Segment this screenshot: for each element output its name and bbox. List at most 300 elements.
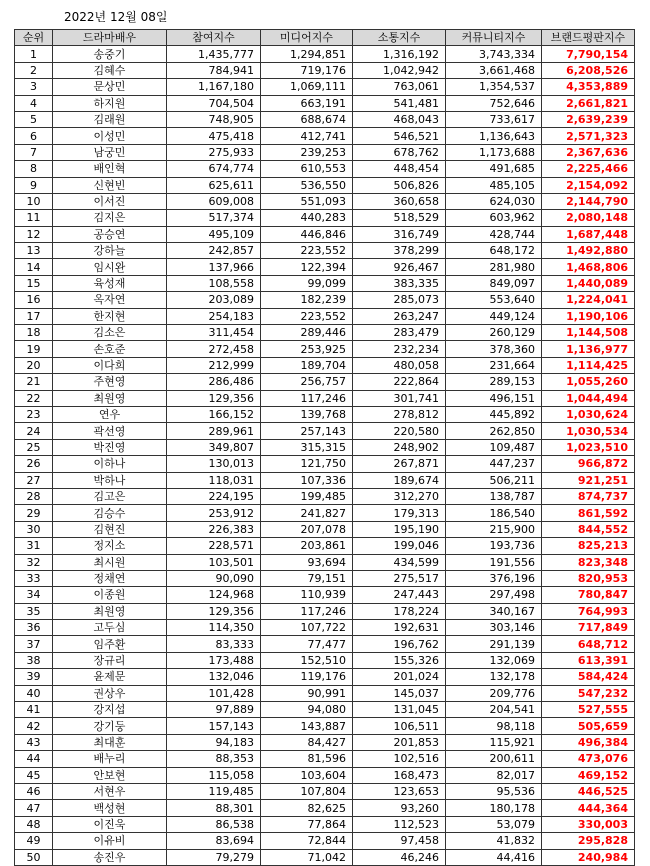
table-row [15, 325, 635, 341]
table-header-row [15, 30, 635, 46]
media-index-cell: 77,477 [261, 636, 353, 652]
participation-index-cell: 275,933 [167, 144, 261, 160]
brand-reputation-index-cell: 527,555 [542, 702, 635, 718]
media-index-cell: 719,176 [261, 62, 353, 78]
actor-name-cell: 김지은 [53, 210, 167, 226]
participation-index-cell: 94,183 [167, 734, 261, 750]
participation-index-cell: 83,694 [167, 833, 261, 849]
rank-cell: 50 [15, 849, 53, 865]
actor-name-cell: 윤제문 [53, 669, 167, 685]
table-row [15, 292, 635, 308]
communication-index-cell: 763,061 [353, 79, 446, 95]
community-index-cell: 180,178 [446, 800, 542, 816]
communication-index-cell: 275,517 [353, 570, 446, 586]
participation-index-cell: 130,013 [167, 456, 261, 472]
media-index-cell: 241,827 [261, 505, 353, 521]
communication-index-cell: 93,260 [353, 800, 446, 816]
table-row [15, 423, 635, 439]
community-index-cell: 132,178 [446, 669, 542, 685]
media-index-cell: 94,080 [261, 702, 353, 718]
participation-index-cell: 1,167,180 [167, 79, 261, 95]
community-index-cell: 752,646 [446, 95, 542, 111]
community-index-cell: 449,124 [446, 308, 542, 324]
brand-reputation-index-cell: 547,232 [542, 685, 635, 701]
community-index-cell: 200,611 [446, 751, 542, 767]
brand-reputation-index-cell: 2,225,466 [542, 161, 635, 177]
rank-cell: 7 [15, 144, 53, 160]
brand-reputation-index-cell: 2,080,148 [542, 210, 635, 226]
community-index-cell: 193,736 [446, 538, 542, 554]
brand-reputation-index-cell: 7,790,154 [542, 46, 635, 62]
actor-name-cell: 신현빈 [53, 177, 167, 193]
rank-cell: 37 [15, 636, 53, 652]
table-row [15, 406, 635, 422]
participation-index-cell: 88,353 [167, 751, 261, 767]
rank-cell: 47 [15, 800, 53, 816]
brand-reputation-index-cell: 966,872 [542, 456, 635, 472]
community-index-cell: 340,167 [446, 603, 542, 619]
table-row [15, 505, 635, 521]
participation-index-cell: 748,905 [167, 111, 261, 127]
brand-reputation-table [14, 29, 635, 866]
community-index-cell: 303,146 [446, 620, 542, 636]
media-index-cell: 257,143 [261, 423, 353, 439]
participation-index-cell: 103,501 [167, 554, 261, 570]
actor-name-cell: 이진욱 [53, 816, 167, 832]
participation-index-cell: 157,143 [167, 718, 261, 734]
rank-cell: 48 [15, 816, 53, 832]
table-row [15, 636, 635, 652]
actor-name-cell: 이유비 [53, 833, 167, 849]
media-index-cell: 610,553 [261, 161, 353, 177]
communication-index-cell: 102,516 [353, 751, 446, 767]
brand-reputation-index-cell: 330,003 [542, 816, 635, 832]
community-index-cell: 624,030 [446, 193, 542, 209]
table-row [15, 652, 635, 668]
communication-index-cell: 506,826 [353, 177, 446, 193]
media-index-cell: 139,768 [261, 406, 353, 422]
rank-cell: 29 [15, 505, 53, 521]
communication-index-cell: 278,812 [353, 406, 446, 422]
community-index-cell: 82,017 [446, 767, 542, 783]
community-index-cell: 447,237 [446, 456, 542, 472]
actor-name-cell: 서현우 [53, 783, 167, 799]
media-index-cell: 446,846 [261, 226, 353, 242]
communication-index-cell: 131,045 [353, 702, 446, 718]
media-index-cell: 223,552 [261, 308, 353, 324]
table-row [15, 751, 635, 767]
actor-name-cell: 최시원 [53, 554, 167, 570]
actor-name-cell: 송중기 [53, 46, 167, 62]
rank-cell: 41 [15, 702, 53, 718]
actor-name-cell: 하지원 [53, 95, 167, 111]
participation-index-cell: 609,008 [167, 193, 261, 209]
participation-index-cell: 704,504 [167, 95, 261, 111]
participation-index-cell: 129,356 [167, 603, 261, 619]
participation-index-cell: 203,089 [167, 292, 261, 308]
community-index-cell: 138,787 [446, 488, 542, 504]
table-row [15, 275, 635, 291]
actor-name-cell: 강지섭 [53, 702, 167, 718]
participation-index-cell: 86,538 [167, 816, 261, 832]
table-row [15, 210, 635, 226]
community-index-cell: 428,744 [446, 226, 542, 242]
communication-index-cell: 189,674 [353, 472, 446, 488]
community-index-cell: 1,173,688 [446, 144, 542, 160]
participation-index-cell: 272,458 [167, 341, 261, 357]
brand-reputation-index-cell: 1,136,977 [542, 341, 635, 357]
community-index-cell: 1,354,537 [446, 79, 542, 95]
communication-index-cell: 301,741 [353, 390, 446, 406]
rank-cell: 39 [15, 669, 53, 685]
participation-index-cell: 132,046 [167, 669, 261, 685]
brand-reputation-index-cell: 1,687,448 [542, 226, 635, 242]
brand-reputation-index-cell: 648,712 [542, 636, 635, 652]
community-index-cell: 53,079 [446, 816, 542, 832]
communication-index-cell: 195,190 [353, 521, 446, 537]
actor-name-cell: 장규리 [53, 652, 167, 668]
table-row [15, 46, 635, 62]
media-index-cell: 117,246 [261, 603, 353, 619]
header-brand-reputation-index: 브랜드평판지수 [542, 30, 635, 46]
media-index-cell: 199,485 [261, 488, 353, 504]
participation-index-cell: 349,807 [167, 439, 261, 455]
rank-cell: 17 [15, 308, 53, 324]
brand-reputation-index-cell: 1,055,260 [542, 374, 635, 390]
community-index-cell: 44,416 [446, 849, 542, 865]
media-index-cell: 81,596 [261, 751, 353, 767]
participation-index-cell: 115,058 [167, 767, 261, 783]
rank-cell: 49 [15, 833, 53, 849]
participation-index-cell: 224,195 [167, 488, 261, 504]
header-rank: 순위 [15, 30, 53, 46]
participation-index-cell: 101,428 [167, 685, 261, 701]
communication-index-cell: 247,443 [353, 587, 446, 603]
brand-reputation-index-cell: 764,993 [542, 603, 635, 619]
brand-reputation-index-cell: 1,144,508 [542, 325, 635, 341]
table-row [15, 554, 635, 570]
brand-reputation-index-cell: 584,424 [542, 669, 635, 685]
table-body [15, 46, 635, 866]
rank-cell: 11 [15, 210, 53, 226]
media-index-cell: 79,151 [261, 570, 353, 586]
community-index-cell: 297,498 [446, 587, 542, 603]
community-index-cell: 603,962 [446, 210, 542, 226]
media-index-cell: 182,239 [261, 292, 353, 308]
actor-name-cell: 백성현 [53, 800, 167, 816]
actor-name-cell: 고두심 [53, 620, 167, 636]
participation-index-cell: 242,857 [167, 243, 261, 259]
rank-cell: 15 [15, 275, 53, 291]
communication-index-cell: 168,473 [353, 767, 446, 783]
community-index-cell: 506,211 [446, 472, 542, 488]
table-row [15, 456, 635, 472]
actor-name-cell: 배누리 [53, 751, 167, 767]
rank-cell: 27 [15, 472, 53, 488]
rank-cell: 5 [15, 111, 53, 127]
actor-name-cell: 손호준 [53, 341, 167, 357]
header-community-index: 커뮤니티지수 [446, 30, 542, 46]
rank-cell: 33 [15, 570, 53, 586]
media-index-cell: 103,604 [261, 767, 353, 783]
brand-reputation-index-cell: 2,661,821 [542, 95, 635, 111]
rank-cell: 45 [15, 767, 53, 783]
table-row [15, 620, 635, 636]
actor-name-cell: 김현진 [53, 521, 167, 537]
actor-name-cell: 이서진 [53, 193, 167, 209]
communication-index-cell: 97,458 [353, 833, 446, 849]
media-index-cell: 82,625 [261, 800, 353, 816]
brand-reputation-index-cell: 874,737 [542, 488, 635, 504]
communication-index-cell: 312,270 [353, 488, 446, 504]
participation-index-cell: 226,383 [167, 521, 261, 537]
table-row [15, 128, 635, 144]
brand-reputation-index-cell: 2,154,092 [542, 177, 635, 193]
community-index-cell: 191,556 [446, 554, 542, 570]
community-index-cell: 41,832 [446, 833, 542, 849]
community-index-cell: 378,360 [446, 341, 542, 357]
participation-index-cell: 784,941 [167, 62, 261, 78]
header-media-index: 미디어지수 [261, 30, 353, 46]
media-index-cell: 143,887 [261, 718, 353, 734]
table-row [15, 521, 635, 537]
community-index-cell: 3,661,468 [446, 62, 542, 78]
community-index-cell: 648,172 [446, 243, 542, 259]
rank-cell: 31 [15, 538, 53, 554]
communication-index-cell: 1,316,192 [353, 46, 446, 62]
community-index-cell: 289,153 [446, 374, 542, 390]
table-row [15, 669, 635, 685]
table-row [15, 144, 635, 160]
community-index-cell: 445,892 [446, 406, 542, 422]
community-index-cell: 376,196 [446, 570, 542, 586]
actor-name-cell: 강기둥 [53, 718, 167, 734]
media-index-cell: 688,674 [261, 111, 353, 127]
participation-index-cell: 88,301 [167, 800, 261, 816]
rank-cell: 34 [15, 587, 53, 603]
brand-reputation-index-cell: 861,592 [542, 505, 635, 521]
communication-index-cell: 926,467 [353, 259, 446, 275]
actor-name-cell: 박하나 [53, 472, 167, 488]
actor-name-cell: 육성재 [53, 275, 167, 291]
table-row [15, 783, 635, 799]
community-index-cell: 496,151 [446, 390, 542, 406]
actor-name-cell: 김래원 [53, 111, 167, 127]
media-index-cell: 90,991 [261, 685, 353, 701]
communication-index-cell: 106,511 [353, 718, 446, 734]
rank-cell: 3 [15, 79, 53, 95]
rank-cell: 23 [15, 406, 53, 422]
participation-index-cell: 475,418 [167, 128, 261, 144]
actor-name-cell: 연우 [53, 406, 167, 422]
table-row [15, 538, 635, 554]
participation-index-cell: 129,356 [167, 390, 261, 406]
community-index-cell: 209,776 [446, 685, 542, 701]
media-index-cell: 71,042 [261, 849, 353, 865]
participation-index-cell: 1,435,777 [167, 46, 261, 62]
media-index-cell: 1,069,111 [261, 79, 353, 95]
report-date: 2022년 12월 08일 [64, 10, 168, 24]
actor-name-cell: 안보현 [53, 767, 167, 783]
rank-cell: 18 [15, 325, 53, 341]
community-index-cell: 109,487 [446, 439, 542, 455]
communication-index-cell: 541,481 [353, 95, 446, 111]
actor-name-cell: 최대훈 [53, 734, 167, 750]
brand-reputation-index-cell: 6,208,526 [542, 62, 635, 78]
community-index-cell: 1,136,643 [446, 128, 542, 144]
media-index-cell: 1,294,851 [261, 46, 353, 62]
rank-cell: 19 [15, 341, 53, 357]
brand-reputation-index-cell: 496,384 [542, 734, 635, 750]
communication-index-cell: 360,658 [353, 193, 446, 209]
brand-reputation-index-cell: 1,440,089 [542, 275, 635, 291]
rank-cell: 10 [15, 193, 53, 209]
actor-name-cell: 공승연 [53, 226, 167, 242]
actor-name-cell: 한지현 [53, 308, 167, 324]
community-index-cell: 485,105 [446, 177, 542, 193]
communication-index-cell: 196,762 [353, 636, 446, 652]
communication-index-cell: 112,523 [353, 816, 446, 832]
communication-index-cell: 546,521 [353, 128, 446, 144]
table-row [15, 800, 635, 816]
communication-index-cell: 145,037 [353, 685, 446, 701]
table-row [15, 341, 635, 357]
table-row [15, 243, 635, 259]
brand-reputation-index-cell: 295,828 [542, 833, 635, 849]
participation-index-cell: 173,488 [167, 652, 261, 668]
brand-reputation-index-cell: 469,152 [542, 767, 635, 783]
communication-index-cell: 267,871 [353, 456, 446, 472]
actor-name-cell: 임시완 [53, 259, 167, 275]
participation-index-cell: 289,961 [167, 423, 261, 439]
brand-reputation-index-cell: 780,847 [542, 587, 635, 603]
media-index-cell: 107,722 [261, 620, 353, 636]
media-index-cell: 440,283 [261, 210, 353, 226]
rank-cell: 24 [15, 423, 53, 439]
table-row [15, 259, 635, 275]
table-row [15, 816, 635, 832]
actor-name-cell: 주현영 [53, 374, 167, 390]
community-index-cell: 95,536 [446, 783, 542, 799]
rank-cell: 43 [15, 734, 53, 750]
communication-index-cell: 201,024 [353, 669, 446, 685]
brand-reputation-index-cell: 2,144,790 [542, 193, 635, 209]
table-row [15, 587, 635, 603]
communication-index-cell: 123,653 [353, 783, 446, 799]
communication-index-cell: 383,335 [353, 275, 446, 291]
table-row [15, 685, 635, 701]
participation-index-cell: 517,374 [167, 210, 261, 226]
brand-reputation-index-cell: 1,468,806 [542, 259, 635, 275]
rank-cell: 42 [15, 718, 53, 734]
actor-name-cell: 정지소 [53, 538, 167, 554]
media-index-cell: 122,394 [261, 259, 353, 275]
media-index-cell: 117,246 [261, 390, 353, 406]
table-row [15, 95, 635, 111]
brand-reputation-index-cell: 820,953 [542, 570, 635, 586]
media-index-cell: 412,741 [261, 128, 353, 144]
rank-cell: 26 [15, 456, 53, 472]
actor-name-cell: 옥자연 [53, 292, 167, 308]
brand-reputation-index-cell: 1,044,494 [542, 390, 635, 406]
communication-index-cell: 46,246 [353, 849, 446, 865]
media-index-cell: 203,861 [261, 538, 353, 554]
media-index-cell: 110,939 [261, 587, 353, 603]
media-index-cell: 152,510 [261, 652, 353, 668]
rank-cell: 2 [15, 62, 53, 78]
brand-reputation-index-cell: 921,251 [542, 472, 635, 488]
community-index-cell: 553,640 [446, 292, 542, 308]
communication-index-cell: 263,247 [353, 308, 446, 324]
media-index-cell: 239,253 [261, 144, 353, 160]
brand-reputation-index-cell: 1,190,106 [542, 308, 635, 324]
table-row [15, 603, 635, 619]
brand-reputation-index-cell: 2,367,636 [542, 144, 635, 160]
actor-name-cell: 박진영 [53, 439, 167, 455]
actor-name-cell: 김승수 [53, 505, 167, 521]
rank-cell: 16 [15, 292, 53, 308]
community-index-cell: 115,921 [446, 734, 542, 750]
participation-index-cell: 90,090 [167, 570, 261, 586]
communication-index-cell: 678,762 [353, 144, 446, 160]
table-row [15, 161, 635, 177]
community-index-cell: 204,541 [446, 702, 542, 718]
media-index-cell: 289,446 [261, 325, 353, 341]
media-index-cell: 253,925 [261, 341, 353, 357]
community-index-cell: 3,743,334 [446, 46, 542, 62]
table-row [15, 570, 635, 586]
communication-index-cell: 448,454 [353, 161, 446, 177]
communication-index-cell: 316,749 [353, 226, 446, 242]
actor-name-cell: 곽선영 [53, 423, 167, 439]
brand-reputation-index-cell: 2,639,239 [542, 111, 635, 127]
media-index-cell: 121,750 [261, 456, 353, 472]
brand-reputation-index-cell: 505,659 [542, 718, 635, 734]
brand-reputation-index-cell: 4,353,889 [542, 79, 635, 95]
actor-name-cell: 권상우 [53, 685, 167, 701]
actor-name-cell: 김고은 [53, 488, 167, 504]
communication-index-cell: 480,058 [353, 357, 446, 373]
rank-cell: 12 [15, 226, 53, 242]
brand-reputation-index-cell: 825,213 [542, 538, 635, 554]
community-index-cell: 186,540 [446, 505, 542, 521]
participation-index-cell: 286,486 [167, 374, 261, 390]
actor-name-cell: 김소은 [53, 325, 167, 341]
communication-index-cell: 178,224 [353, 603, 446, 619]
participation-index-cell: 674,774 [167, 161, 261, 177]
community-index-cell: 491,685 [446, 161, 542, 177]
media-index-cell: 107,336 [261, 472, 353, 488]
rank-cell: 9 [15, 177, 53, 193]
rank-cell: 1 [15, 46, 53, 62]
actor-name-cell: 이종원 [53, 587, 167, 603]
actor-name-cell: 송진우 [53, 849, 167, 865]
participation-index-cell: 625,611 [167, 177, 261, 193]
participation-index-cell: 253,912 [167, 505, 261, 521]
media-index-cell: 119,176 [261, 669, 353, 685]
participation-index-cell: 228,571 [167, 538, 261, 554]
media-index-cell: 256,757 [261, 374, 353, 390]
table-row [15, 718, 635, 734]
rank-cell: 8 [15, 161, 53, 177]
media-index-cell: 84,427 [261, 734, 353, 750]
community-index-cell: 98,118 [446, 718, 542, 734]
actor-name-cell: 배인혁 [53, 161, 167, 177]
rank-cell: 6 [15, 128, 53, 144]
community-index-cell: 733,617 [446, 111, 542, 127]
brand-reputation-index-cell: 717,849 [542, 620, 635, 636]
media-index-cell: 207,078 [261, 521, 353, 537]
